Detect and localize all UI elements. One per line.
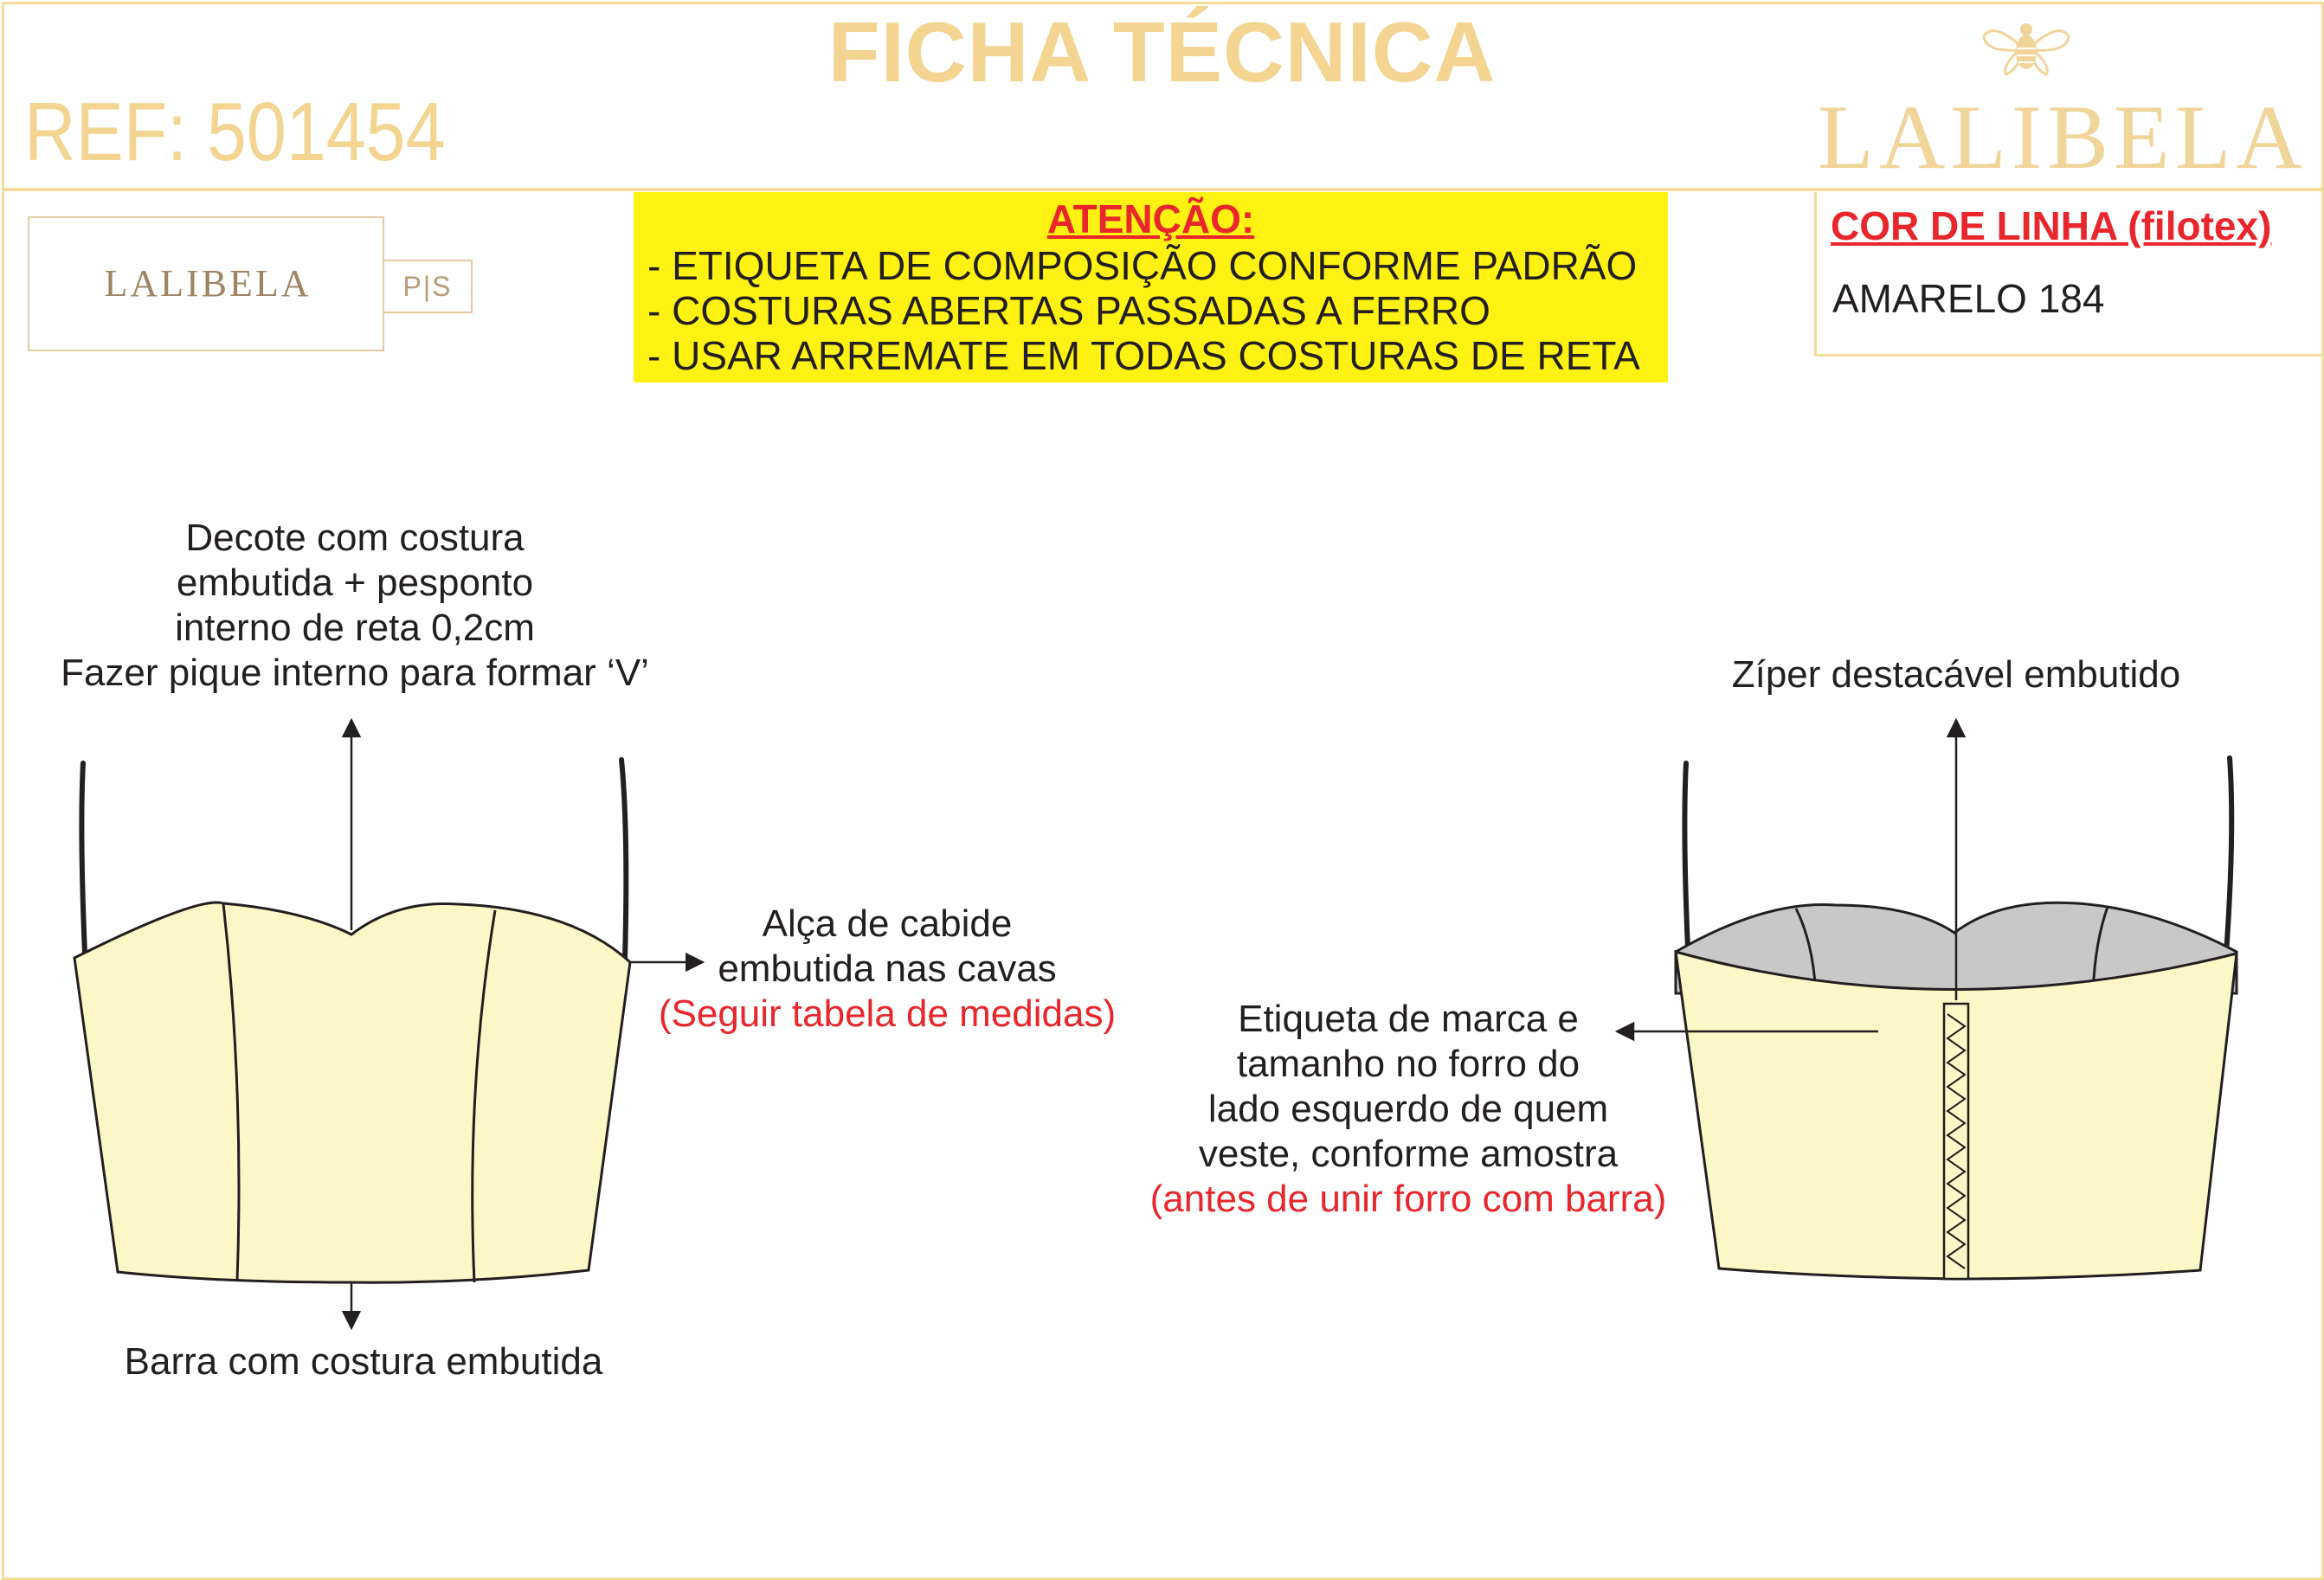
front-bodice	[74, 902, 630, 1282]
size-tab: P|S	[384, 260, 473, 313]
front-right-strap	[621, 760, 626, 959]
sheet-title: FICHA TÉCNICA	[827, 4, 1497, 100]
neckline-note	[43, 516, 666, 696]
attention-item: - ETIQUETA DE COMPOSIÇÃO CONFORME PADRÃO	[647, 243, 1638, 288]
note-line: embutida nas cavas	[718, 947, 1057, 990]
note-line: Etiqueta de marca e	[1238, 998, 1579, 1040]
front-left-strap	[81, 763, 85, 954]
note-line: Fazer pique interno para formar ‘V’	[61, 652, 649, 694]
brand-wordmark: LALIBELA	[1818, 87, 2308, 188]
hem-note: Barra com costura embutida	[124, 1340, 603, 1383]
attention-heading: ATENÇÃO:	[1046, 196, 1255, 241]
front-view-garment	[74, 720, 703, 1328]
thread-color-heading: COR DE LINHA (filotex)	[1831, 203, 2272, 248]
reference-code: REF: 501454	[24, 86, 446, 178]
thread-color-value: AMARELO 184	[1832, 276, 2105, 321]
label-brand-text: LALIBELA	[104, 262, 312, 305]
zipper-note: Zíper destacável embutido	[1731, 653, 2181, 696]
note-line-red: (Seguir tabela de medidas)	[658, 992, 1117, 1035]
attention-item: - COSTURAS ABERTAS PASSADAS A FERRO	[647, 288, 1490, 333]
note-line: Alça de cabide	[762, 902, 1013, 945]
note-line-red: (antes de unir forro com barra)	[1149, 1178, 1667, 1220]
attention-item: - USAR ARREMATE EM TODAS COSTURAS DE RETA	[647, 333, 1640, 378]
note-line: lado esquerdo de quem	[1207, 1088, 1609, 1130]
note-line: Decote com costura	[185, 517, 525, 559]
back-right-strap	[2226, 758, 2231, 954]
note-line: veste, conforme amostra	[1198, 1133, 1619, 1175]
note-line: interno de reta 0,2cm	[175, 607, 535, 649]
back-left-strap	[1684, 763, 1688, 948]
note-line: tamanho no forro do	[1236, 1043, 1580, 1085]
strap-note	[641, 902, 1134, 1037]
label-note	[1118, 997, 1698, 1222]
note-line: embutida + pesponto	[176, 562, 534, 604]
back-view-garment	[1617, 720, 2237, 1279]
